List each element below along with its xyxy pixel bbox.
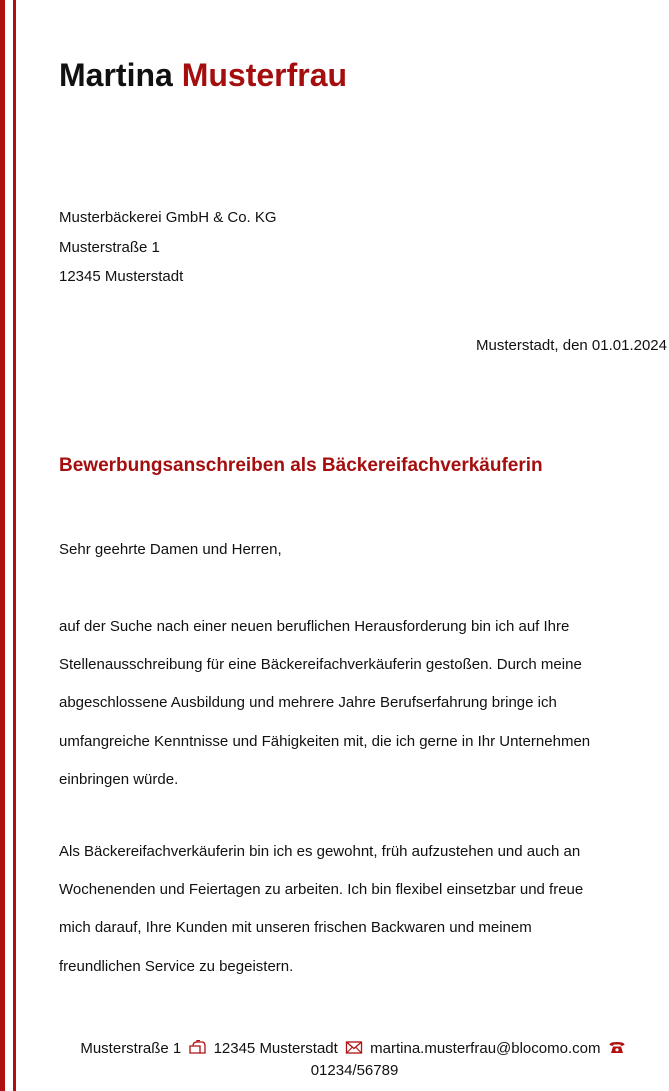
envelope-icon (345, 1040, 363, 1055)
body-line: Als Bäckereifachverkäuferin bin ich es gewohnt, früh aufzustehen und auch an (59, 843, 581, 860)
footer-email[interactable]: martina.musterfrau@blocomo.com (370, 1040, 601, 1057)
body-line: auf der Suche nach einer neuen beruflichen Herausforderung bin ich auf Ihre (59, 618, 570, 635)
left-accent-bar-outer (0, 0, 5, 1091)
applicant-first-name: Martina (59, 57, 173, 93)
phone-icon (608, 1040, 626, 1055)
body-line: einbringen würde. (59, 770, 179, 788)
recipient-city: 12345 Musterstadt (59, 268, 184, 285)
salutation: Sehr geehrte Damen und Herren, (59, 541, 282, 558)
body-line: umfangreiche Kenntnisse und Fähigkeiten mit, die ich gerne in Ihr Unternehmen (59, 732, 591, 750)
recipient-address (59, 208, 277, 297)
body-line: mich darauf, Ihre Kunden mit unseren frischen Backwaren und meinem (59, 919, 532, 937)
applicant-last-name: Musterfrau (181, 57, 348, 93)
applicant-name (59, 55, 347, 95)
footer-line-2 (40, 1060, 669, 1082)
body-paragraph-2 (59, 842, 659, 995)
body-line: Wochenenden und Feiertagen zu arbeiten. Ich bin flexibel einsetzbar und freue (59, 881, 584, 899)
recipient-street: Musterstraße 1 (59, 238, 160, 256)
body-line: freundlichen Service zu begeistern. (59, 957, 294, 975)
body-line: Stellenausschreibung für eine Bäckereifachverkäuferin gestoßen. Durch meine (59, 656, 582, 674)
footer-street: Musterstraße 1 (80, 1040, 182, 1057)
place-and-date: Musterstadt, den 01.01.2024 (476, 337, 667, 354)
body-paragraph-1 (59, 617, 659, 808)
footer-city: 12345 Musterstadt (213, 1040, 338, 1057)
recipient-company: Musterbäckerei GmbH & Co. KG (59, 209, 277, 226)
footer-contact (40, 1038, 669, 1082)
footer-phone[interactable]: 01234/56789 (310, 1062, 399, 1079)
footer-line-1 (40, 1038, 669, 1060)
left-accent-bar-inner (13, 0, 16, 1091)
mailbox-icon (188, 1040, 206, 1055)
body-line: abgeschlossene Ausbildung und mehrere Jahre Berufserfahrung bringe ich (59, 694, 557, 712)
letter-subject: Bewerbungsanschreiben als Bäckereifachverkäuferin (59, 455, 543, 476)
